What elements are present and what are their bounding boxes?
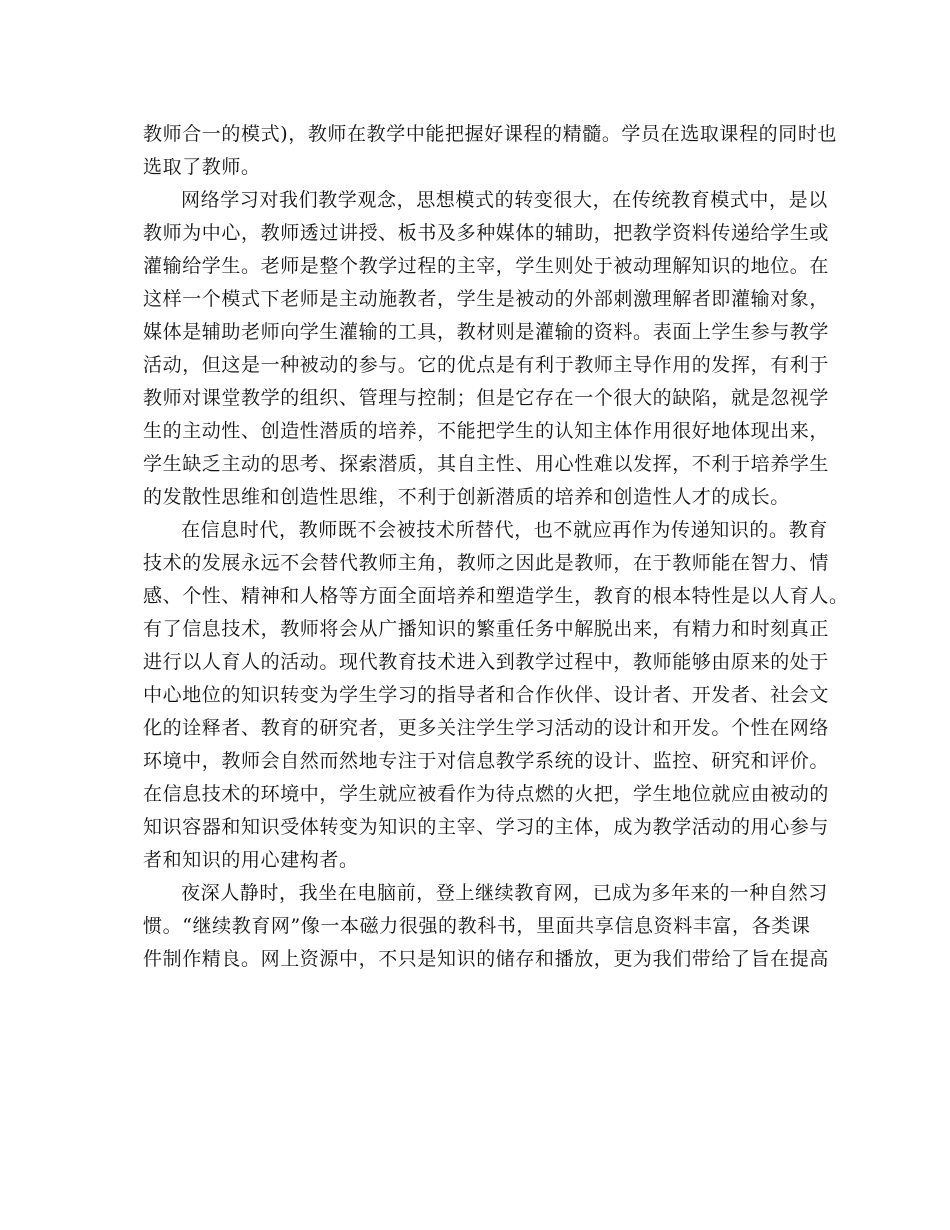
text-line: 惯。“继续教育网”像一本磁力很强的教科书，里面共享信息资料丰富，各类课 [143, 915, 811, 937]
text-line: 灌输给学生。老师是整个教学过程的主宰，学生则处于被动理解知识的地位。在 [143, 255, 830, 277]
text-line: 教师合一的模式)，教师在教学中能把握好课程的精髓。学员在选取课程的同时也 [143, 123, 838, 145]
text-line: 者和知识的用心建构者。 [143, 849, 359, 871]
body-text [143, 118, 849, 976]
text-line: 感、个性、精神和人格等方面全面培养和塑造学生，教育的根本特性是以人育人。 [143, 585, 849, 607]
text-line: 环境中，教师会自然而然地专注于对信息教学系统的设计、监控、研究和评价。 [143, 750, 830, 772]
text-line: 化的诠释者、教育的研究者，更多关注学生学习活动的设计和开发。个性在网络 [143, 717, 830, 739]
text-line: 学生缺乏主动的思考、探索潜质，其自主性、用心性难以发挥，不利于培养学生 [143, 453, 830, 475]
text-line: 教师对课堂教学的组织、管理与控制；但是它存在一个很大的缺陷，就是忽视学 [143, 387, 830, 409]
text-line: 进行以人育人的活动。现代教育技术进入到教学过程中，教师能够由原来的处于 [143, 651, 830, 673]
paragraph-start-line: 在信息时代，教师既不会被技术所替代，也不就应再作为传递知识的。教育 [181, 519, 828, 541]
text-line: 技术的发展永远不会替代教师主角，教师之因此是教师，在于教师能在智力、情 [143, 552, 830, 574]
paragraph-start-line: 夜深人静时，我坐在电脑前，登上继续教育网，已成为多年来的一种自然习 [181, 882, 828, 904]
text-line: 有了信息技术，教师将会从广播知识的繁重任务中解脱出来，有精力和时刻真正 [143, 618, 830, 640]
text-line: 的发散性思维和创造性思维，不利于创新潜质的培养和创造性人才的成长。 [143, 486, 790, 508]
text-line: 教师为中心，教师透过讲授、板书及多种媒体的辅助，把教学资料传递给学生或 [143, 222, 830, 244]
text-line: 中心地位的知识转变为学生学习的指导者和合作伙伴、设计者、开发者、社会文 [143, 684, 830, 706]
paragraph-start-line: 网络学习对我们教学观念，思想模式的转变很大，在传统教育模式中，是以 [181, 189, 828, 211]
text-line: 活动，但这是一种被动的参与。它的优点是有利于教师主导作用的发挥，有利于 [143, 354, 830, 376]
text-line: 媒体是辅助老师向学生灌输的工具，教材则是灌输的资料。表面上学生参与教学 [143, 321, 830, 343]
text-line: 生的主动性、创造性潜质的培养，不能把学生的认知主体作用很好地体现出来， [143, 420, 830, 442]
text-line: 件制作精良。网上资源中，不只是知识的储存和播放，更为我们带给了旨在提高 [143, 948, 830, 970]
text-line: 这样一个模式下老师是主动施教者，学生是被动的外部刺激理解者即灌输对象， [143, 288, 830, 310]
text-line: 知识容器和知识受体转变为知识的主宰、学习的主体，成为教学活动的用心参与 [143, 816, 830, 838]
text-line: 在信息技术的环境中，学生就应被看作为待点燃的火把，学生地位就应由被动的 [143, 783, 830, 805]
text-line: 选取了教师。 [143, 156, 261, 178]
